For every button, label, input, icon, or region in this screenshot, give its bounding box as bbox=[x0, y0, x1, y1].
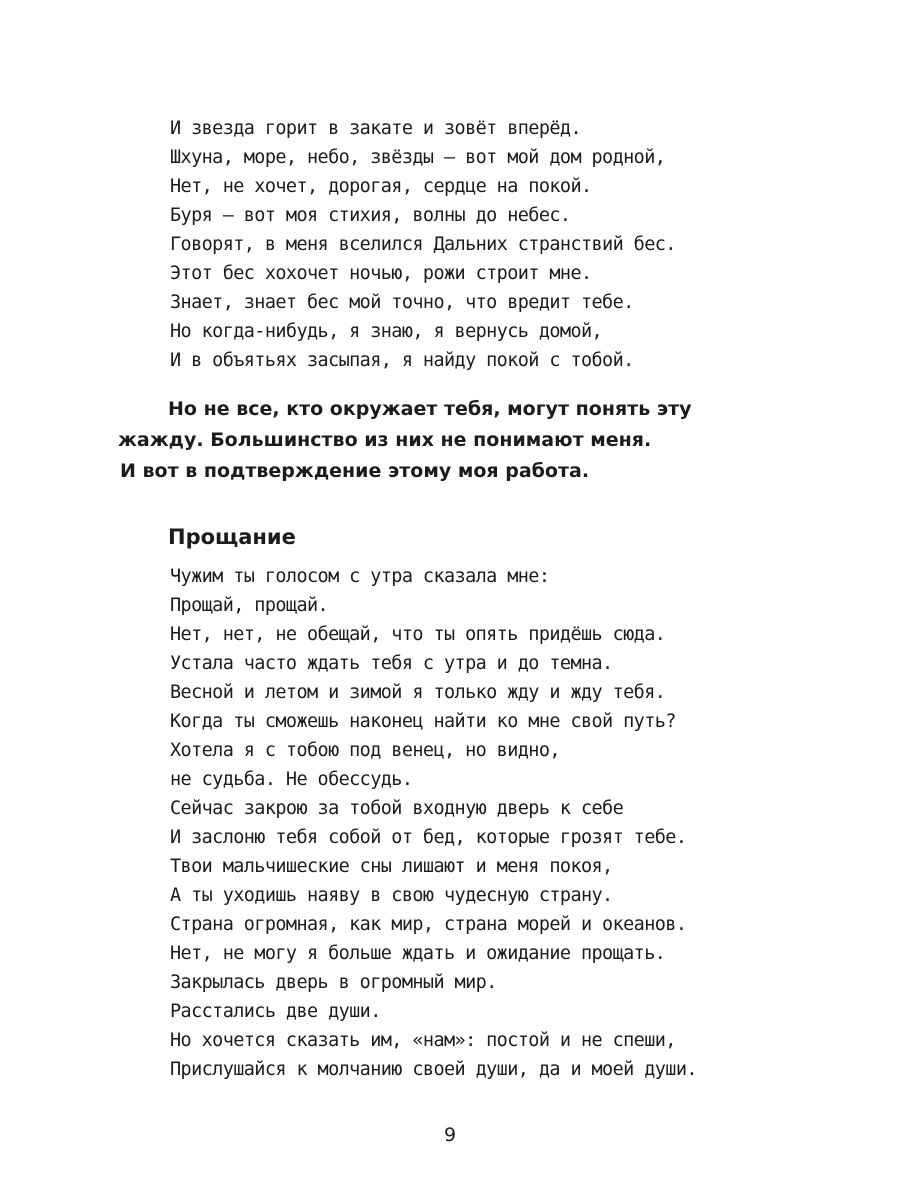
poem-body-farewell bbox=[170, 562, 697, 1084]
verse-line: Расстались две души. bbox=[170, 1001, 381, 1022]
poem-stanza-top bbox=[170, 114, 676, 375]
verse-line: Сейчас закрою за тобой входную дверь к себе bbox=[170, 798, 624, 819]
verse-line: А ты уходишь наяву в свою чудесную страну. bbox=[170, 885, 613, 906]
verse-line: не судьба. Не обессудь. bbox=[170, 769, 413, 790]
verse-line: Но хочется сказать им, «нам»: постой и не спеши, bbox=[170, 1030, 676, 1051]
verse-line: Прощай, прощай. bbox=[170, 595, 329, 616]
verse-line: Устала часто ждать тебя с утра и до темна. bbox=[170, 653, 613, 674]
verse-line: Говорят, в меня вселился Дальних странствий бес. bbox=[170, 234, 676, 255]
verse-line: Этот бес хохочет ночью, рожи строит мне. bbox=[170, 263, 592, 284]
verse-line: Чужим ты голосом с утра сказала мне: bbox=[170, 566, 550, 587]
prose-paragraph bbox=[118, 394, 798, 487]
verse-line: Но когда-нибудь, я знаю, я вернусь домой, bbox=[170, 321, 603, 342]
prose-line: И вот в подтверждение этому моя работа. bbox=[120, 460, 590, 482]
verse-line: И в объятьях засыпая, я найду покой с тобой. bbox=[170, 350, 634, 371]
verse-line: Нет, нет, не обещай, что ты опять придёшь сюда. bbox=[170, 624, 666, 645]
page-number: 9 bbox=[443, 1124, 457, 1146]
poem-title: Прощание bbox=[168, 525, 296, 549]
verse-line: Весной и летом и зимой я только жду и жду тебя. bbox=[170, 682, 666, 703]
prose-line: Но не все, кто окружает тебя, могут понять эту bbox=[168, 398, 692, 420]
verse-line: Прислушайся к молчанию своей души, да и моей души. bbox=[170, 1059, 697, 1080]
verse-line: Страна огромная, как мир, страна морей и океанов. bbox=[170, 914, 687, 935]
verse-line: Хотела я с тобою под венец, но видно, bbox=[170, 740, 560, 761]
verse-line: И звезда горит в закате и зовёт вперёд. bbox=[170, 118, 581, 139]
verse-line: Нет, не хочет, дорогая, сердце на покой. bbox=[170, 176, 592, 197]
prose-line: жажду. Большинство из них не понимают меня. bbox=[118, 429, 652, 451]
verse-line: Нет, не могу я больше ждать и ожидание прощать. bbox=[170, 943, 666, 964]
verse-line: Закрылась дверь в огромный мир. bbox=[170, 972, 497, 993]
verse-line: И заслоню тебя собой от бед, которые грозят тебе. bbox=[170, 827, 687, 848]
verse-line: Знает, знает бес мой точно, что вредит тебе. bbox=[170, 292, 634, 313]
verse-line: Когда ты сможешь наконец найти ко мне свой путь? bbox=[170, 711, 676, 732]
verse-line: Шхуна, море, небо, звёзды – вот мой дом родной, bbox=[170, 147, 666, 168]
verse-line: Буря – вот моя стихия, волны до небес. bbox=[170, 205, 571, 226]
verse-line: Твои мальчишеские сны лишают и меня покоя, bbox=[170, 856, 613, 877]
